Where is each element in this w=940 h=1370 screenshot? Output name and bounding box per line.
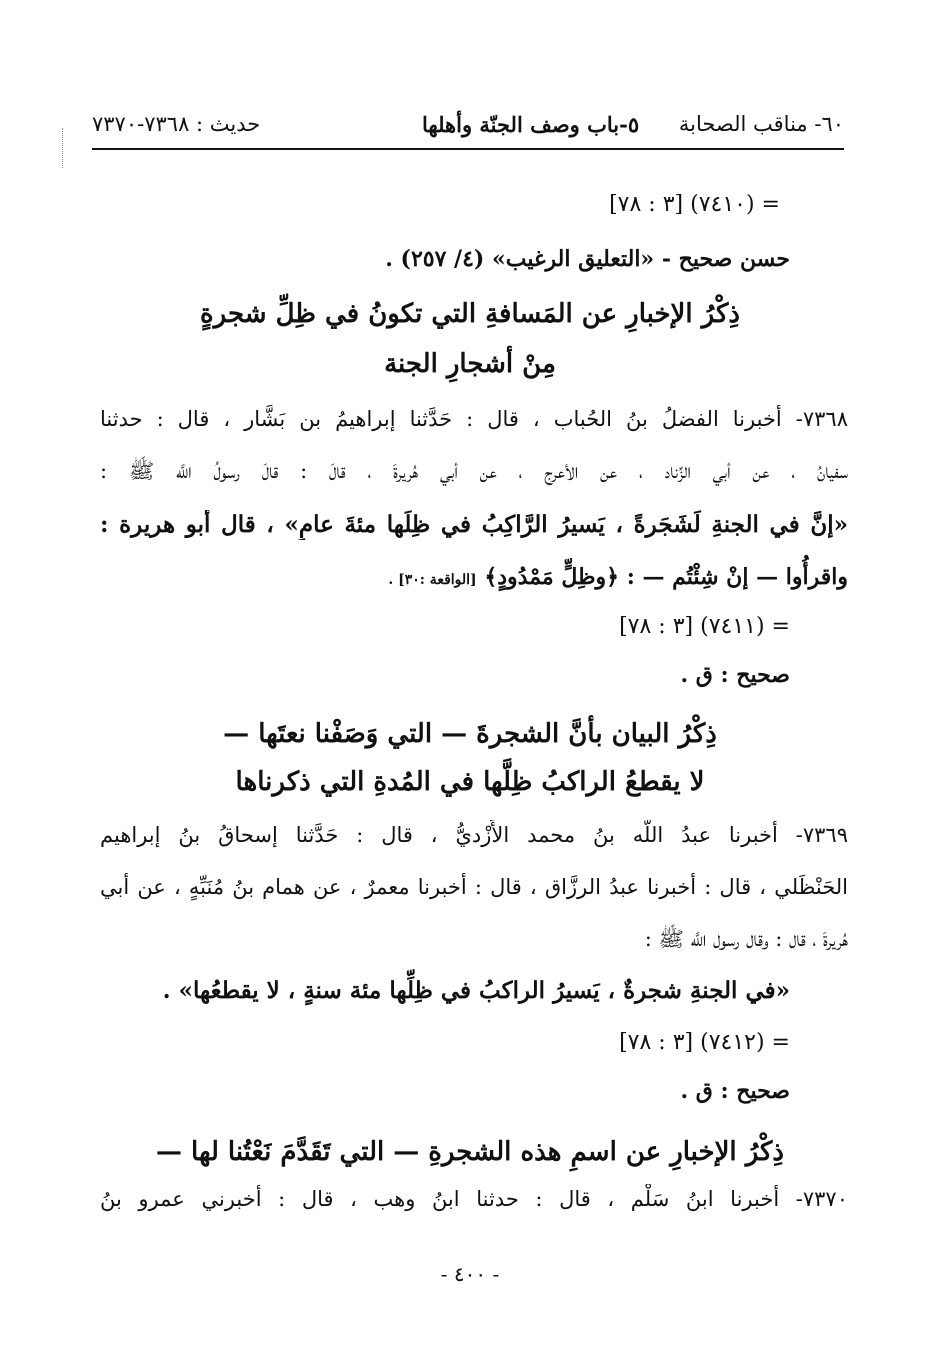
header-hadith-range: حديث : ٧٣٦٨-٧٣٧٠ <box>92 112 261 136</box>
heading-1-line-2: مِنْ أشجارِ الجنة <box>384 349 556 379</box>
ref-7410: = (٧٤١٠) [٣ : ٧٨] <box>609 192 780 217</box>
hadith-7368-line-4 <box>388 562 848 595</box>
heading-3: ذِكْرُ الإخبارِ عن اسمِ هذه الشجرةِ — التي تَقَدَّمَ نَعْتُنا لها — <box>155 1137 785 1167</box>
grade-7410: حسن صحيح - «التعليق الرغيب» (٤/ ٢٥٧) . <box>385 246 790 272</box>
hadith-7368-line-1: ٧٣٦٨- أخبرنا الفضلُ بنُ الحُباب ، قال : حَدَّثنا إبراهيمُ بن بَشَّار ، قال : حدثنا <box>100 407 848 431</box>
heading-1-line-1: ذِكْرُ الإخبارِ عن المَسافةِ التي تكونُ في ظِلِّ شجرةٍ <box>200 299 740 329</box>
header-section: ٦٠- مناقب الصحابة <box>678 112 844 136</box>
hadith-7368-line-2: سفيانُ ، عن أبي الزِّناد ، عن الأعرجِ ، عن أبي هُريرةَ ، قالَ : قالَ رسولُ اللَّه ﷺ : <box>100 459 848 483</box>
ref-7412: = (٧٤١٢) [٣ : ٧٨] <box>619 1030 790 1055</box>
ref-7411: = (٧٤١١) [٣ : ٧٨] <box>619 614 790 639</box>
grade-7411: صحيح : ق . <box>680 662 790 688</box>
hadith-7368-quran-verse: واقرأُوا — إنْ شِئْتُم — : ﴿وظِلٍّ مَمْدُودٍ﴾ <box>484 564 848 590</box>
grade-7412: صحيح : ق . <box>680 1078 790 1104</box>
heading-2-line-1: ذِكْرُ البيان بأنَّ الشجرةَ — التي وَصَفْنا نعتَها — <box>223 719 717 749</box>
margin-mark <box>62 128 65 168</box>
hadith-7369-line-1: ٧٣٦٩- أخبرنا عبدُ اللَّه بنُ محمد الأَزْديُّ ، قال : حَدَّثنا إسحاقُ بنُ إبراهيم <box>100 823 848 847</box>
page-number: - ٤٠٠ - <box>440 1262 500 1286</box>
hadith-7369-line-2: الحَنْظَلي ، قال : أخبرنا عبدُ الرزَّاق ، قال : أخبرنا معمرٌ ، عن همام بنُ مُنَبِّهٍ ، عن أبي <box>100 875 848 899</box>
hadith-7369-line-3: هُريرةَ ، قال : وقال رسول اللَّه ﷺ : <box>644 927 848 951</box>
hadith-7368-line-3: «إنَّ في الجنةِ لَشَجَرةً ، يَسيرُ الرَّاكِبُ في ظِلِّها مئةَ عامٍ» ، قال أبو هريرة : <box>100 511 848 538</box>
hadith-7370-line-1: ٧٣٧٠- أخبرنا ابنُ سَلْم ، قال : حدثنا ابنُ وهب ، قال : أخبرني عمرو بنُ <box>100 1187 848 1211</box>
header-chapter: ٥-باب وصف الجنّة وأهلها <box>422 112 640 137</box>
hadith-7368-quran-ref: [الواقعة :٣٠] . <box>388 572 477 588</box>
hadith-7369-line-4: «في الجنةِ شجرةٌ ، يَسيرُ الراكبُ في ظِلِّها مئة سنةٍ ، لا يقطعُها» . <box>162 977 790 1004</box>
page-header <box>92 106 844 150</box>
heading-2-line-2: لا يقطعُ الراكبُ ظِلَّها في المُدةِ التي ذكرناها <box>235 767 705 797</box>
